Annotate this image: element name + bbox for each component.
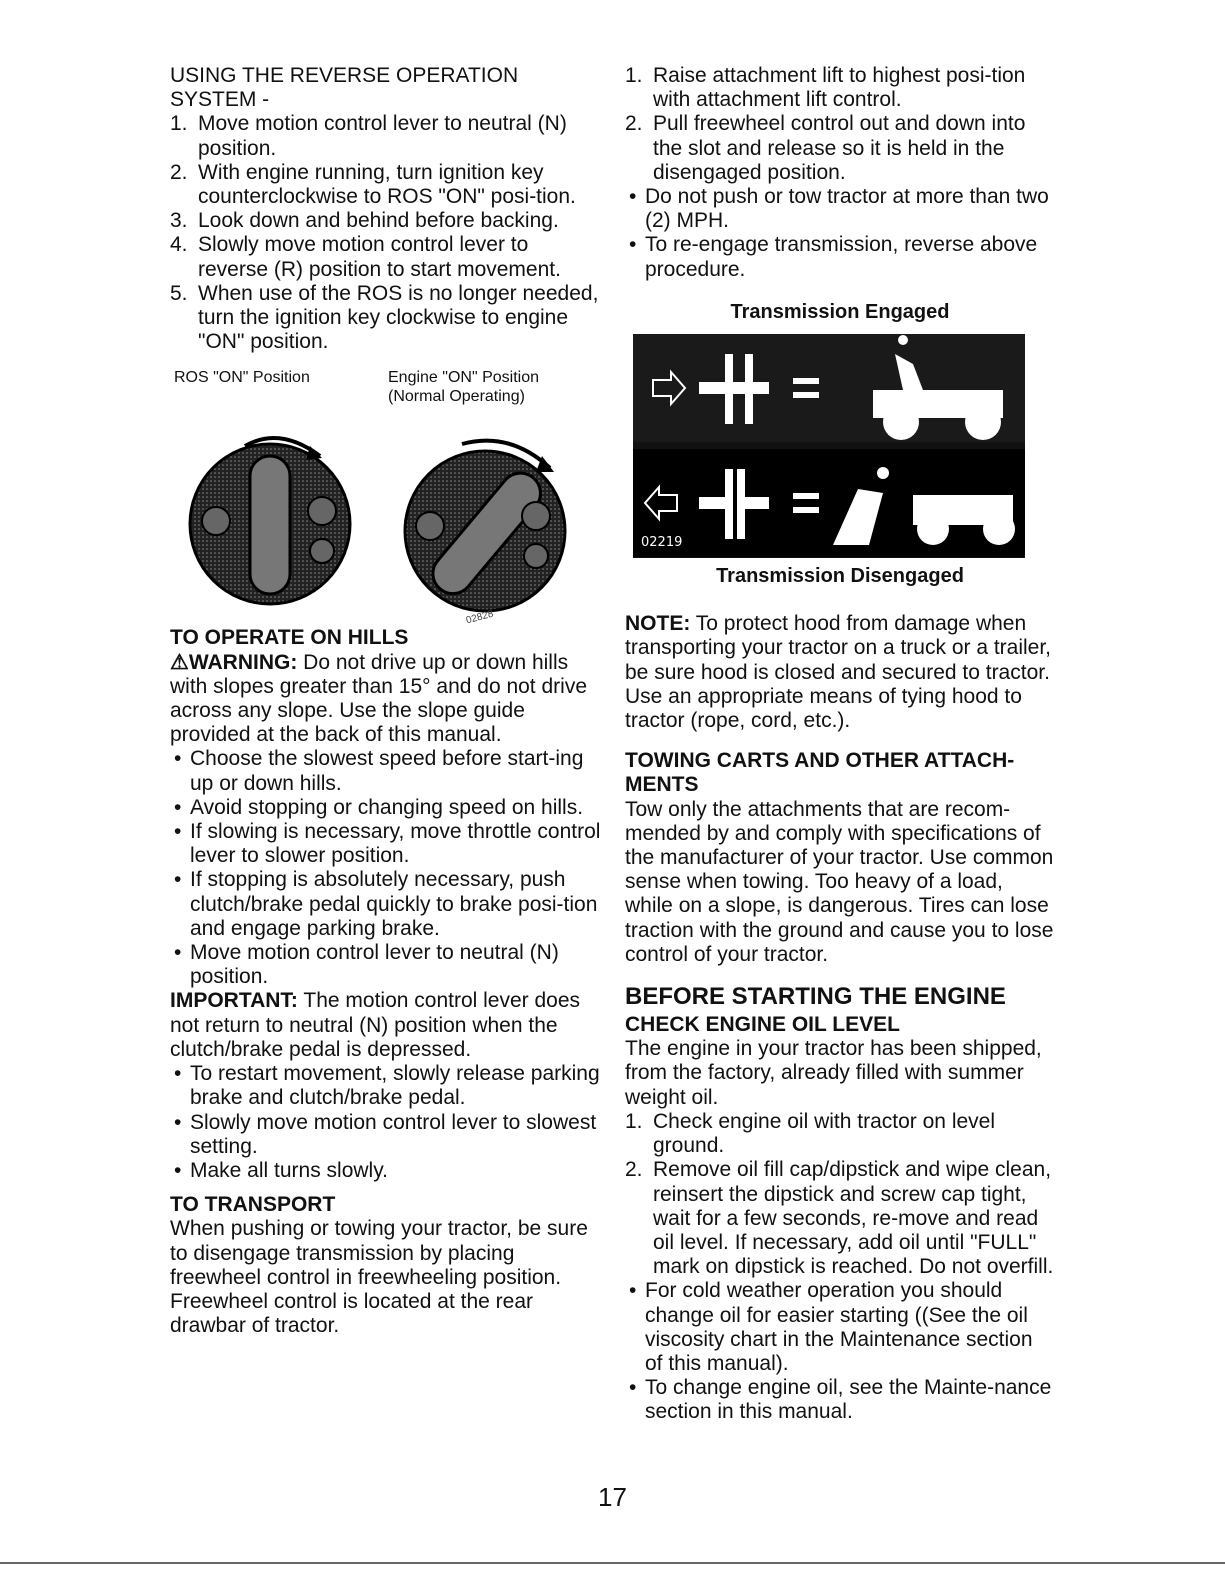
oil-steps [625, 1110, 1055, 1279]
warning-paragraph: ⚠WARNING: Do not drive up or down hills with slopes greater than 15° and do not drive across any slope. Use the slope guide provided at the back of this manual. [170, 650, 587, 747]
transport-heading: TO TRANSPORT [170, 1193, 336, 1217]
caption-engine: Engine "ON" Position (Normal Operating) [388, 369, 539, 406]
list-item: • Slowly move motion control lever to slowest setting. [174, 1110, 597, 1158]
list-item: • If stopping is absolutely necessary, push clutch/brake pedal quickly to brake posi-tion and engage parking brake. [174, 868, 598, 940]
transmission-disengaged-label: Transmission Disengaged [716, 565, 964, 588]
transmission-engaged-label: Transmission Engaged [730, 300, 950, 323]
page-bottom-border [0, 1562, 1225, 1564]
list-item: 1. Raise attachment lift to highest posi-tion with attachment lift control. [625, 64, 1026, 112]
important-paragraph: IMPORTANT: The motion control lever does not return to neutral (N) position when the clutch/brake pedal is depressed. [170, 989, 581, 1061]
ros-key-icon [190, 438, 350, 604]
ros-steps [170, 112, 602, 354]
engine-key-icon [405, 441, 565, 611]
oil-text: The engine in your tractor has been shipped, from the factory, already filled with summer weight oil. [625, 1037, 1042, 1109]
warning-icon: ⚠ [170, 650, 189, 674]
list-item: • To re-engage transmission, reverse above procedure. [629, 233, 1038, 281]
diagram-code: 02219 [641, 534, 683, 550]
caption-ros: ROS "ON" Position [174, 369, 310, 387]
list-item: 1. Move motion control lever to neutral (N) position. [170, 112, 567, 160]
freewheel-steps [625, 64, 1055, 185]
ros-heading: USING THE REVERSE OPERATION SYSTEM - [170, 64, 519, 112]
towing-text: Tow only the attachments that are recom-mended by and comply with specifications of the manufacturer of your tractor. Use common sense when towing. Too heavy of a load, while on a slope, is dangerous. Tires can lose traction with the ground and cause you to lose control of your tractor. [625, 797, 1054, 966]
list-item: 2. With engine running, turn ignition key counterclockwise to ROS "ON" posi-tion. [170, 160, 576, 209]
figure-code: 02828 [464, 609, 495, 627]
oil-bullets [625, 1279, 1055, 1424]
note-paragraph: NOTE: To protect hood from damage when transporting your tractor on a truck or a trailer, be sure hood is closed and secured to tractor. Use an appropriate means of tying hood to tractor (rope, cord, etc.). [625, 612, 1052, 733]
list-item: 2. Remove oil fill cap/dipstick and wipe clean, reinsert the dipstick and screw cap tight, wait for a few seconds, re-move and read oil level. If necessary, add oil until "FULL" mark on dipstick is reached. Do not overfill. [625, 1158, 1054, 1279]
list-item: 2. Pull freewheel control out and down into the slot and release so it is held in the disengaged position. [625, 112, 1026, 184]
list-item: 1. Check engine oil with tractor on level ground. [625, 1109, 996, 1158]
ignition-key-illustration [170, 416, 590, 616]
left-column [170, 64, 602, 1338]
list-item: 4. Slowly move motion control lever to reverse (R) position to start movement. [170, 233, 561, 281]
list-item: • For cold weather operation you should change oil for easier starting ((See the oil viscosity chart in the Maintenance section of this manual). [629, 1279, 1033, 1375]
ignition-figure [170, 368, 602, 627]
before-starting-heading: BEFORE STARTING THE ENGINE [625, 983, 1006, 1011]
list-item: 3. Look down and behind before backing. [170, 209, 559, 233]
list-item: • Make all turns slowly. [174, 1158, 389, 1182]
hills-bullets [170, 747, 602, 989]
towing-heading: TOWING CARTS AND OTHER ATTACH-MENTS [625, 749, 1015, 797]
right-column [625, 64, 1055, 1425]
hills-heading: TO OPERATE ON HILLS [170, 626, 409, 650]
page-number: 17 [598, 1482, 627, 1512]
important-bullets [170, 1062, 602, 1183]
list-item: • If slowing is necessary, move throttle control lever to slower position. [174, 820, 601, 868]
list-item: • Choose the slowest speed before start-ing up or down hills. [174, 747, 584, 795]
engaged-tractor-icon [633, 334, 1025, 442]
oil-heading: CHECK ENGINE OIL LEVEL [625, 1013, 900, 1037]
transport-text: When pushing or towing your tractor, be sure to disengage transmission by placing freewheel control in freewheeling position. Freewheel control is located at the rear drawbar of tractor. [170, 1217, 588, 1338]
list-item: 5. When use of the ROS is no longer needed, turn the ignition key clockwise to engine "ON" position. [170, 281, 599, 354]
list-item: • To change engine oil, see the Mainte-nance section in this manual. [629, 1376, 1052, 1424]
list-item: • Move motion control lever to neutral (N) position. [174, 941, 559, 989]
list-item: • To restart movement, slowly release parking brake and clutch/brake pedal. [174, 1062, 600, 1110]
disengaged-tractor-icon [633, 449, 1025, 557]
list-item: • Do not push or tow tractor at more than two (2) MPH. [629, 185, 1049, 233]
list-item: • Avoid stopping or changing speed on hills. [174, 795, 584, 819]
freewheel-bullets [625, 185, 1055, 282]
transmission-diagram [633, 334, 1025, 558]
